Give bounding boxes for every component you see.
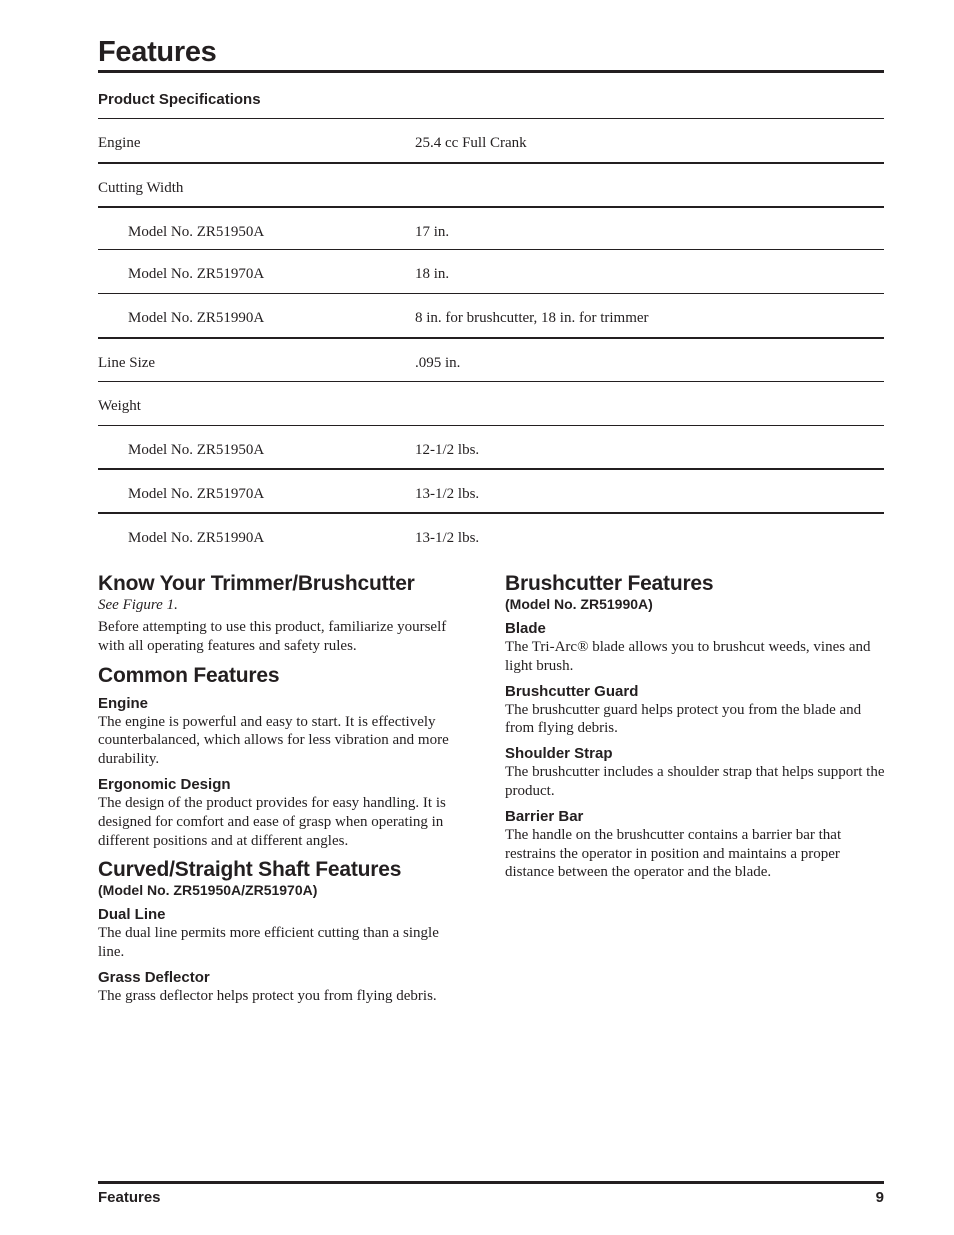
barrier-bar-text: The handle on the brushcutter contains a barrier bar that restrains the operator in position and maintains a proper distance between the operator and the blade.: [505, 826, 842, 881]
spec-row-weight: [98, 381, 884, 425]
spec-row-cutting-width-zr51970a: [98, 249, 884, 293]
specifications-table: [98, 118, 884, 556]
blade-text: The Tri-Arc® blade allows you to brushcut weeds, vines and light brush.: [505, 639, 871, 674]
know-your-trimmer-text: Before attempting to use this product, familiarize yourself with all operating features and safety rules.: [98, 619, 447, 654]
spec-row-cutting-width-zr51950a: [98, 206, 884, 250]
spec-label: Line Size: [98, 354, 156, 371]
page-number: 9: [875, 1189, 884, 1206]
shaft-model-note: (Model No. ZR51950A/ZR51970A): [98, 882, 318, 899]
shoulder-strap-title: Shoulder Strap: [505, 745, 613, 763]
spec-label: Cutting Width: [98, 179, 184, 196]
brushcutter-guard-text: The brushcutter guard helps protect you from the blade and from flying debris.: [505, 701, 862, 737]
spec-value: 8 in. for brushcutter, 18 in. for trimmer: [415, 310, 649, 327]
see-figure-note: See Figure 1.: [98, 597, 178, 613]
shaft-features-heading: Curved/Straight Shaft Features: [98, 858, 402, 882]
title-rule: [98, 70, 884, 73]
spec-row-weight-zr51970a: [98, 468, 884, 512]
spec-row-line-size: [98, 337, 884, 381]
spec-value: 18 in.: [415, 266, 450, 283]
common-features-heading: Common Features: [98, 663, 280, 687]
specifications-heading: Product Specifications: [98, 91, 261, 108]
spec-value: 12-1/2 lbs.: [415, 441, 480, 458]
footer-section-label: Features: [98, 1189, 161, 1206]
spec-value: 13-1/2 lbs.: [415, 486, 480, 503]
spec-label: Model No. ZR51990A: [128, 310, 265, 327]
spec-label: Engine: [98, 135, 141, 151]
know-your-trimmer-heading: Know Your Trimmer/Brushcutter: [98, 572, 415, 595]
footer-rule: [98, 1181, 884, 1184]
engine-feature-text: The engine is powerful and easy to start. It is effectively counterbalanced, which allows for less vibration and more durability.: [98, 713, 449, 768]
ergonomic-design-text: The design of the product provides for easy handling. It is designed for comfort and ease of grasp when operating in different positions and at different angles.: [98, 794, 446, 849]
spec-label: Weight: [98, 397, 141, 414]
spec-label: Model No. ZR51950A: [128, 441, 265, 458]
spec-label: Model No. ZR51950A: [128, 223, 265, 240]
spec-row-engine: [98, 118, 884, 162]
left-column: [98, 572, 466, 1006]
spec-row-weight-zr51990a: [98, 512, 884, 556]
brushcutter-features-heading: Brushcutter Features: [505, 572, 714, 595]
brushcutter-model-note: (Model No. ZR51990A): [505, 596, 653, 612]
spec-value: .095 in.: [415, 354, 461, 371]
grass-deflector-text: The grass deflector helps protect you from flying debris.: [98, 987, 437, 1004]
spec-value: 13-1/2 lbs.: [415, 530, 480, 547]
right-column: [505, 572, 885, 882]
dual-line-title: Dual Line: [98, 906, 166, 924]
dual-line-text: The dual line permits more efficient cutting than a single line.: [98, 925, 439, 961]
spec-row-cutting-width: [98, 162, 884, 206]
engine-feature-title: Engine: [98, 694, 149, 712]
grass-deflector-title: Grass Deflector: [98, 968, 210, 986]
spec-label: Model No. ZR51970A: [128, 486, 265, 503]
spec-value: 17 in.: [415, 223, 450, 240]
shoulder-strap-text: The brushcutter includes a shoulder strap that helps support the product.: [505, 764, 885, 799]
brushcutter-guard-title: Brushcutter Guard: [505, 682, 639, 700]
spec-row-weight-zr51950a: [98, 425, 884, 469]
barrier-bar-title: Barrier Bar: [505, 807, 584, 825]
spec-label: Model No. ZR51990A: [128, 530, 265, 547]
blade-title: Blade: [505, 620, 546, 637]
spec-value: 25.4 cc Full Crank: [415, 135, 527, 151]
spec-row-cutting-width-zr51990a: [98, 293, 884, 337]
spec-label: Model No. ZR51970A: [128, 266, 265, 283]
page-title: Features: [98, 36, 217, 68]
ergonomic-design-title: Ergonomic Design: [98, 775, 231, 793]
